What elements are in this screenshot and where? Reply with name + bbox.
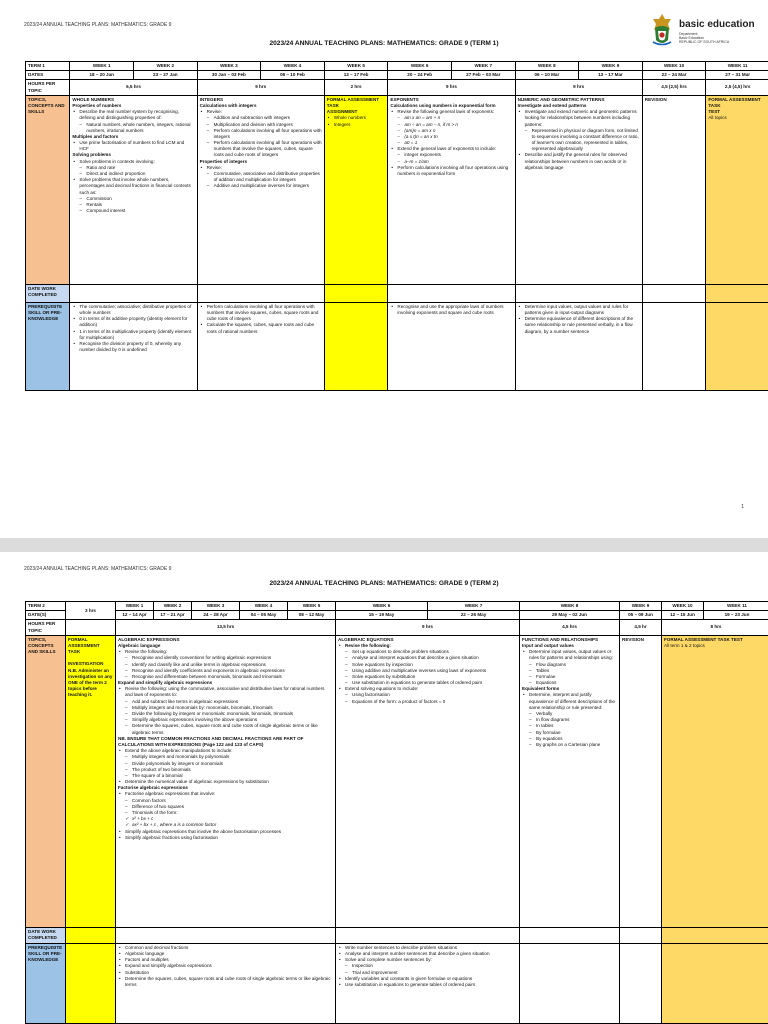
table-cell: WEEK 9 bbox=[620, 602, 662, 611]
list-item: • Identify variables and constants in given formulae or equations bbox=[338, 976, 517, 982]
date-completed-label: DATE WORK COMPLETED bbox=[26, 284, 70, 302]
table-cell: WEEK 8 bbox=[520, 602, 620, 611]
section-heading: TEST bbox=[708, 109, 721, 115]
list-item: • Recognise the division property of 0, whereby any number divided by 0 is undefined bbox=[72, 341, 194, 353]
list-item: • Revise: bbox=[200, 165, 322, 171]
list-item: ✓ x² + bx + c bbox=[118, 816, 333, 822]
table-cell bbox=[515, 302, 642, 390]
list-item: • Describe and justify the general rules for observed relationships between numbers in own words or in algebraic language bbox=[518, 152, 640, 171]
table-cell: 4,5 hr bbox=[620, 620, 662, 635]
hours-row bbox=[26, 80, 768, 95]
fat-assignment-cell bbox=[324, 95, 388, 284]
table-cell: 08 – 12 May bbox=[288, 611, 336, 620]
list-item: • Integers bbox=[327, 122, 386, 128]
table-cell: 2,5 (4,5) hrs bbox=[706, 80, 768, 95]
table-cell bbox=[116, 943, 336, 1023]
dates-label: DATE(S) bbox=[26, 611, 66, 620]
table-cell: 15 – 19 May bbox=[336, 611, 428, 620]
table-cell bbox=[662, 927, 768, 943]
list-item: – am ÷ an = am – n, if m > n bbox=[390, 122, 512, 128]
list-item: • Algebraic language bbox=[118, 951, 333, 957]
hours-row bbox=[26, 620, 768, 635]
list-item: • Describe the real number system by recognising, defining and distinguishing properties of: bbox=[72, 109, 194, 121]
list-item: • The commutative; associative; distributive properties of whole numbers bbox=[72, 304, 194, 316]
list-item: • Perform calculations involving all four operations using numbers in exponential form bbox=[390, 165, 512, 177]
list-item: – Analyse and interpret equations that describe a given situation bbox=[338, 655, 517, 661]
week-header: WEEK 8 bbox=[515, 62, 579, 71]
table-cell bbox=[388, 302, 515, 390]
table-cell bbox=[116, 927, 336, 943]
list-item: – By graphs on a Cartesian plane bbox=[522, 742, 617, 748]
list-item: – The product of two binomials bbox=[118, 767, 333, 773]
running-header: 2023/24 ANNUAL TEACHING PLANS: MATHEMATICS: GRADE 9 bbox=[24, 566, 172, 572]
table-cell bbox=[197, 302, 324, 390]
list-item: – Perform calculations involving all four operations with integers bbox=[200, 128, 322, 140]
table-cell: 19 – 23 Jun bbox=[704, 611, 768, 620]
table-cell: 2 hrs bbox=[324, 80, 388, 95]
table-cell bbox=[515, 284, 642, 302]
table-cell: 22 – 24 Mar bbox=[642, 71, 706, 80]
table-cell: WEEK 7 bbox=[428, 602, 520, 611]
section-heading: INTEGERS bbox=[199, 96, 224, 102]
table-cell: 6,5 hrs bbox=[70, 80, 197, 95]
table-cell: WEEK 3 bbox=[192, 602, 240, 611]
table-cell: 13,5 hrs bbox=[116, 620, 336, 635]
list-item: – By equations bbox=[522, 736, 617, 742]
table-cell bbox=[620, 927, 662, 943]
list-item: – integer exponents bbox=[390, 152, 512, 158]
algebraic-equations-cell bbox=[336, 635, 520, 927]
list-item: – Compound interest bbox=[72, 208, 194, 214]
table-cell: 13 – 17 Feb bbox=[324, 71, 388, 80]
dates-row bbox=[26, 611, 768, 620]
list-item: – Multiply integers and monomials by polynomials bbox=[118, 754, 333, 760]
list-item: – Recognise and identify coefficients and exponents in algebraic expressions bbox=[118, 668, 333, 674]
list-item: • Factors and multiples bbox=[118, 957, 333, 963]
list-item: – a–m = 1/am bbox=[390, 159, 512, 165]
list-item: • Extend solving equations to include: bbox=[338, 686, 517, 692]
list-item: – am x an = am + n bbox=[390, 115, 512, 121]
section-heading: INVESTIGATION bbox=[68, 661, 104, 667]
integers-cell bbox=[197, 95, 324, 284]
section-heading: ALGEBRAIC EXPRESSIONS bbox=[118, 636, 180, 642]
section-heading: FORMAL ASSESSMENT TASK TEST bbox=[664, 636, 743, 642]
list-item: • Extend the general laws of exponents to include: bbox=[390, 146, 512, 152]
list-item: – Rentals bbox=[72, 202, 194, 208]
list-item: – Commission bbox=[72, 196, 194, 202]
table-cell bbox=[66, 943, 116, 1023]
table-cell: 12 – 15 Jun bbox=[662, 611, 704, 620]
section-heading: WHOLE NUMBERS bbox=[72, 96, 115, 102]
prerequisite-row bbox=[26, 943, 768, 1023]
table-cell: 23 – 27 Jan bbox=[134, 71, 198, 80]
week-header: WEEK 5 bbox=[324, 62, 388, 71]
date-completed-row bbox=[26, 284, 768, 302]
table-cell: 30 Jan – 03 Feb bbox=[197, 71, 261, 80]
table-cell: WEEK 11 bbox=[704, 602, 768, 611]
table-cell bbox=[642, 302, 706, 390]
section-heading: Calculations with integers bbox=[199, 102, 257, 108]
hours-label: HOURS PER TOPIC bbox=[26, 620, 66, 635]
list-item: – Common factors bbox=[118, 798, 333, 804]
table-cell: 9 hrs bbox=[336, 620, 520, 635]
list-item: – Solve equations by substitution bbox=[338, 674, 517, 680]
section-heading: Investigate and extend patterns bbox=[517, 102, 587, 108]
list-item: ✓ ax² + bx + c , where a is a common factor bbox=[118, 822, 333, 828]
list-item: • Determine equivalence of different descriptions of the same relationship or rule presented verbally, in a flow diagram, by a number sentence bbox=[518, 316, 640, 335]
list-item: – Equations bbox=[522, 680, 617, 686]
list-item: – Additive and multiplicative inverses for integers bbox=[200, 183, 322, 189]
hours-label: HOURS PER TOPIC bbox=[26, 80, 70, 95]
table-cell: WEEK 4 bbox=[240, 602, 288, 611]
term-label: TERM 2 bbox=[26, 602, 66, 611]
list-item: • Revise the following: bbox=[338, 643, 517, 649]
section-heading: N.B. Administer an investigation on any ONE of the term 2 topics before teaching it. bbox=[68, 667, 113, 698]
table-cell: WEEK 10 bbox=[662, 602, 704, 611]
list-item: • Determine input values, output values or rules for patterns and relationships using: bbox=[522, 649, 617, 661]
list-item: • Revise: bbox=[200, 109, 322, 115]
list-item: – Recognise and differentiate between monomials, binomials and trinomials bbox=[118, 674, 333, 680]
week-header: WEEK 10 bbox=[642, 62, 706, 71]
logo-title: basic education bbox=[679, 19, 755, 30]
table-cell bbox=[324, 284, 388, 302]
table-cell: WEEK 2 bbox=[154, 602, 192, 611]
exponents-cell bbox=[388, 95, 515, 284]
table-cell bbox=[520, 927, 620, 943]
list-item: • Perform calculations involving all four operations with numbers that involve squares, cubes, square roots and cube roots of integers bbox=[200, 304, 322, 323]
section-heading: Multiples and factors bbox=[72, 133, 119, 139]
table-cell: 06 – 10 Feb bbox=[261, 71, 325, 80]
list-item: – Using factorisation bbox=[338, 692, 517, 698]
section-heading: NB. ENSURE THAT COMMON FRACTIONS AND DECIMAL FRACTIONS ARE PART OF CALCULATIONS WITH EXPRESSIONS (Page 122 and 123 of CAPS) bbox=[118, 735, 304, 747]
table-cell: 9 hrs bbox=[388, 80, 515, 95]
list-item: – Natural numbers, whole numbers, integers, rational numbers, irrational numbers bbox=[72, 122, 194, 134]
table-cell: 8 hrs bbox=[662, 620, 768, 635]
term-label: TERM 1 bbox=[26, 62, 70, 71]
running-header: 2023/24 ANNUAL TEACHING PLANS: MATHEMATICS: GRADE 9 bbox=[24, 22, 172, 28]
functions-cell bbox=[520, 635, 620, 927]
table-cell: 9 hrs bbox=[515, 80, 642, 95]
list-item: – Trial and improvement bbox=[338, 970, 517, 976]
list-item: – (am)n = am x n bbox=[390, 128, 512, 134]
week-header-row bbox=[26, 62, 768, 71]
table-cell: 24 – 28 Apr bbox=[192, 611, 240, 620]
table-cell bbox=[662, 943, 768, 1023]
week-header: WEEK 1 bbox=[70, 62, 134, 71]
list-item: – (a x t)n = an x tn bbox=[390, 134, 512, 140]
page-number: 1 bbox=[741, 504, 744, 510]
table-cell: WEEK 5 bbox=[288, 602, 336, 611]
page-term-2 bbox=[0, 552, 768, 1024]
list-item: – Add and subtract like terms in algebraic expressions bbox=[118, 699, 333, 705]
table-cell: 04 – 05 May bbox=[240, 611, 288, 620]
section-heading: FUNCTIONS AND RELATIONSHIPS bbox=[522, 636, 599, 642]
list-item: – Recognise and identify conventions for writing algebraic expressions bbox=[118, 655, 333, 661]
table-cell: WEEK 1 bbox=[116, 602, 154, 611]
table-cell: 22 – 26 May bbox=[428, 611, 520, 620]
list-item: • Factorise algebraic expressions that involve: bbox=[118, 791, 333, 797]
prerequisite-row bbox=[26, 302, 768, 390]
dbe-logo bbox=[650, 13, 760, 53]
section-heading: Algebraic language bbox=[118, 642, 161, 648]
revision-cell: REVISION bbox=[642, 95, 706, 284]
table-cell: 06 – 10 Mar bbox=[515, 71, 579, 80]
logo-subtitle: Department: Basic Education REPUBLIC OF SOUTH AFRICA bbox=[679, 32, 730, 44]
list-item: – The square of a binomial bbox=[118, 773, 333, 779]
list-item: • 0 in terms of its additive property (identity element for addition) bbox=[72, 316, 194, 328]
list-item: • Simplify algebraic expressions that involve the above factorisation processes bbox=[118, 829, 333, 835]
list-item: – In flow diagrams bbox=[522, 717, 617, 723]
table-cell: 12 – 14 Apr bbox=[116, 611, 154, 620]
list-item: – In tables bbox=[522, 723, 617, 729]
week-header: WEEK 9 bbox=[579, 62, 643, 71]
table-cell: 20 – 24 Feb bbox=[388, 71, 452, 80]
table-cell bbox=[324, 302, 388, 390]
week-header-row bbox=[26, 602, 768, 611]
list-item: – Verbally bbox=[522, 711, 617, 717]
list-item: • Revise the following: using the commutative, associative and distributive laws for rational numbers and laws of exponents to: bbox=[118, 686, 333, 698]
table-cell: 9 hrs bbox=[197, 80, 324, 95]
list-item: • Use prime factorisation of numbers to find LCM and HCF bbox=[72, 140, 194, 152]
list-item: • Use substitution in equations to generate tables of ordered pairs bbox=[338, 982, 517, 988]
table-cell bbox=[520, 943, 620, 1023]
table-cell: 13 – 17 Mar bbox=[579, 71, 643, 80]
list-item: – Use substitution in equations to generate tables of ordered pairs bbox=[338, 680, 517, 686]
term1-plan-table bbox=[25, 61, 768, 391]
list-item: – Simplify algebraic expressions involving the above operations bbox=[118, 717, 333, 723]
list-item: • Determine, interpret and justify equivalence of different descriptions of the same relationship or rule presented: bbox=[522, 692, 617, 711]
list-item: – Direct and indirect proportion bbox=[72, 171, 194, 177]
section-heading: Expand and simplify algebraic expressions bbox=[118, 680, 213, 686]
week-header: WEEK 4 bbox=[261, 62, 325, 71]
section-heading: FORMAL ASSESSMENT TASK bbox=[326, 96, 380, 108]
fat-hours: 3 hrs bbox=[66, 602, 116, 620]
section-heading: Factorise algebraic expressions bbox=[118, 785, 188, 791]
section-heading: ALGEBRAIC EQUATIONS bbox=[338, 636, 394, 642]
list-item: – Formulae bbox=[522, 674, 617, 680]
table-cell bbox=[706, 284, 768, 302]
topics-row bbox=[26, 635, 768, 927]
table-cell: 27 Feb – 03 Mar bbox=[451, 71, 515, 80]
list-item: – Addition and subtraction with integers bbox=[200, 115, 322, 121]
list-item: – By formulae bbox=[522, 730, 617, 736]
list-item: – Commutative, associative and distributive properties of addition and multiplication for integers bbox=[200, 171, 322, 183]
table-cell bbox=[620, 943, 662, 1023]
section-heading: NUMERIC AND GEOMETRIC PATTERNS bbox=[517, 96, 605, 102]
list-item: • Substitution bbox=[118, 970, 333, 976]
table-cell: 17 – 21 Apr bbox=[154, 611, 192, 620]
list-item: – Tables bbox=[522, 668, 617, 674]
list-item: – a0 = 1 bbox=[390, 140, 512, 146]
list-item: – Ratio and rate bbox=[72, 165, 194, 171]
list-item: – Perform calculations involving all four operations with numbers that involve the squares, cubes, square roots and cube roots of integers bbox=[200, 140, 322, 159]
list-item: • Write number sentences to describe problem situations bbox=[338, 945, 517, 951]
revision-cell: REVISION bbox=[620, 635, 662, 927]
topics-row bbox=[26, 95, 768, 284]
list-item: • Solve problems that involve whole numbers, percentages and decimal fractions in financial contexts such as: bbox=[72, 177, 194, 196]
list-item: – Solve equations by inspection bbox=[338, 662, 517, 668]
list-item: • Expand and simplify algebraic expressions bbox=[118, 963, 333, 969]
section-heading: Solving problems bbox=[72, 152, 111, 158]
table-cell bbox=[70, 302, 197, 390]
list-item: – Equations of the form: a product of factors = 0 bbox=[338, 699, 517, 705]
list-item: • Calculate the squares, cubes, square roots and cube roots of rational numbers bbox=[200, 322, 322, 334]
topics-label: TOPICS, CONCEPTS AND SKILLS bbox=[26, 635, 66, 927]
week-header: WEEK 11 bbox=[706, 62, 768, 71]
table-cell bbox=[706, 302, 768, 390]
prerequisite-label: PREREQUISITE SKILL OR PRE-KNOWLEDGE bbox=[26, 302, 70, 390]
week-header: WEEK 7 bbox=[451, 62, 515, 71]
week-header: WEEK 3 bbox=[197, 62, 261, 71]
list-item: – Difference of two squares bbox=[118, 804, 333, 810]
table-cell bbox=[336, 927, 520, 943]
list-item: – Set up equations to describe problem situations bbox=[338, 649, 517, 655]
table-cell bbox=[197, 284, 324, 302]
section-heading: Equivalent forms bbox=[522, 686, 560, 692]
dates-row bbox=[26, 71, 768, 80]
list-item: • Determine input values, output values and rules for patterns given in input-output diagrams bbox=[518, 304, 640, 316]
section-heading: Input and output values bbox=[522, 642, 574, 648]
date-completed-label: DATE WORK COMPLETED bbox=[26, 927, 66, 943]
list-item: – Divide the following by integers or monomials: monomials, binomials, trinomials bbox=[118, 711, 333, 717]
table-cell bbox=[70, 284, 197, 302]
week-header: WEEK 2 bbox=[134, 62, 198, 71]
prerequisite-label: PREREQUISITE SKILL OR PRE-KNOWLEDGE bbox=[26, 943, 66, 1023]
section-heading: ASSIGNMENT bbox=[326, 109, 358, 115]
list-item: • Extend the above algebraic manipulations to include: bbox=[118, 748, 333, 754]
fat-test-cell: FORMAL ASSESSMENT TASK TEST All term 1 & 2 topics bbox=[662, 635, 768, 927]
section-heading: EXPONENTS bbox=[390, 96, 419, 102]
list-item: – Determine the squares, cubes, square roots and cube roots of single algebraic terms or like algebraic terms bbox=[118, 723, 333, 735]
list-item: – Multiply integers and monomials by: monomials, binomials, trinomials bbox=[118, 705, 333, 711]
table-cell bbox=[336, 943, 520, 1023]
fat-investigation-cell bbox=[66, 635, 116, 927]
list-item: • Determine the squares, cubes, square roots and cube roots of single algebraic terms or like algebraic terms bbox=[118, 976, 333, 988]
list-item: • Determine the numerical value of algebraic expressions by substitution bbox=[118, 779, 333, 785]
topics-label: TOPICS, CONCEPTS AND SKILLS bbox=[26, 95, 70, 284]
dates-label: DATES bbox=[26, 71, 70, 80]
week-header: WEEK 6 bbox=[388, 62, 452, 71]
list-item: – Using additive and multiplicative inverses using laws of exponents bbox=[338, 668, 517, 674]
table-cell bbox=[388, 284, 515, 302]
page-title: 2023/24 ANNUAL TEACHING PLANS: MATHEMATICS: GRADE 9 (TERM 1) bbox=[269, 40, 499, 47]
section-heading: FORMAL ASSESSMENT TASK bbox=[708, 96, 761, 108]
table-cell: 4,5 (2,5) hrs bbox=[642, 80, 706, 95]
list-item: – Inspection bbox=[338, 963, 517, 969]
list-item: – Identify and classify like and unlike terms in algebraic expressions bbox=[118, 662, 333, 668]
list-item: • Analyse and interpret number sentences that describe a given situation bbox=[338, 951, 517, 957]
table-cell: 05 – 09 Jun bbox=[620, 611, 662, 620]
list-item: – Trinomials of the form: bbox=[118, 810, 333, 816]
table-cell bbox=[66, 620, 116, 635]
list-item: • Common and decimal fractions bbox=[118, 945, 333, 951]
table-cell bbox=[642, 284, 706, 302]
table-cell: 29 May – 02 Jun bbox=[520, 611, 620, 620]
list-item: • Simplify algebraic fractions using factorisation bbox=[118, 835, 333, 841]
section-heading: Properties of integers bbox=[199, 158, 248, 164]
date-completed-row bbox=[26, 927, 768, 943]
list-item: • Revise the following general laws of exponents: bbox=[390, 109, 512, 115]
list-item: • Solve problems in contexts involving: bbox=[72, 159, 194, 165]
list-item: • Recognise and use the appropriate laws of numbers involving exponents and square and cube roots bbox=[390, 304, 512, 316]
list-item: • 1 in terms of its multiplicative property (identify element for multiplication) bbox=[72, 329, 194, 341]
fat-test-cell: FORMAL ASSESSMENT TASK TEST All topics bbox=[706, 95, 768, 284]
list-item: • Investigate and extend numeric and geometric patterns looking for relationships between numbers including patterns: bbox=[518, 109, 640, 128]
table-cell: 27 – 31 Mar bbox=[706, 71, 768, 80]
term2-plan-table bbox=[25, 601, 768, 1024]
table-cell: 4,5 hrs bbox=[520, 620, 620, 635]
table-cell: WEEK 6 bbox=[336, 602, 428, 611]
algebraic-expressions-cell bbox=[116, 635, 336, 927]
section-heading: Calculations using numbers in exponential form bbox=[390, 102, 496, 108]
whole-numbers-cell bbox=[70, 95, 197, 284]
table-cell: 18 – 20 Jan bbox=[70, 71, 134, 80]
page-title: 2023/24 ANNUAL TEACHING PLANS: MATHEMATICS: GRADE 9 (TERM 2) bbox=[269, 580, 499, 587]
list-item: • Solve and complete number sentences by: bbox=[338, 957, 517, 963]
list-item: • Whole numbers bbox=[327, 115, 386, 121]
list-item: • Revise the following: bbox=[118, 649, 333, 655]
patterns-cell bbox=[515, 95, 642, 284]
section-heading: FORMAL ASSESSMENT TASK bbox=[68, 636, 100, 655]
table-cell bbox=[66, 927, 116, 943]
list-item: – Divide polynomials by integers or monomials bbox=[118, 761, 333, 767]
section-heading: Properties of numbers bbox=[72, 102, 122, 108]
list-item: – Multiplication and division with integers bbox=[200, 122, 322, 128]
list-item: – Flow diagrams bbox=[522, 662, 617, 668]
list-item: – Represented in physical or diagram form, not limited to sequences involving a constant difference or ratio, of learner's own creation, represented in tables, represented algebraically bbox=[518, 128, 640, 153]
